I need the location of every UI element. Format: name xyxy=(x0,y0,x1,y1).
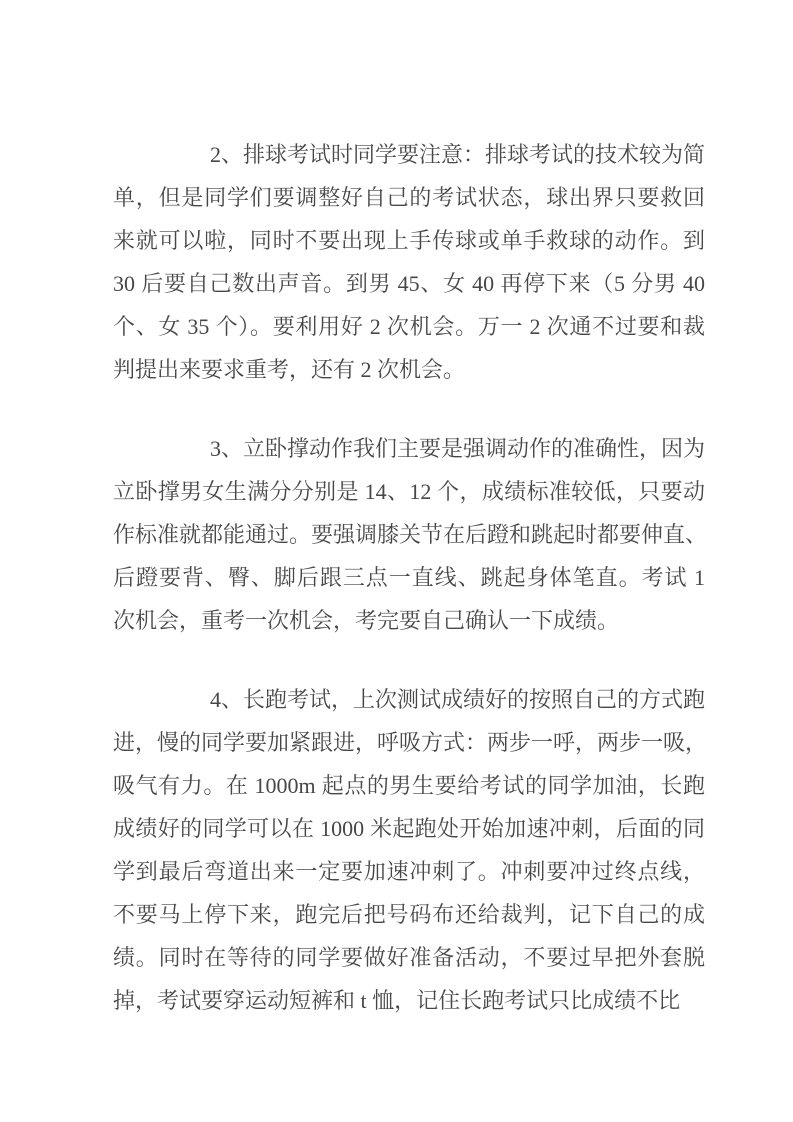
paragraph-2-volleyball xyxy=(113,133,705,391)
text-line: 3、立卧撑动作我们主要是强调动作的准确性，因为 xyxy=(210,436,706,461)
paragraph-3-burpee xyxy=(113,427,708,642)
text-line: 来就可以啦，同时不要出现上手传球或单手救球的动作。到 xyxy=(113,228,705,253)
document-body xyxy=(113,133,708,1058)
text-line: 个、女 35 个）。要利用好 2 次机会。万一 2 次通不过要和裁 xyxy=(113,314,705,339)
text-line: 进，慢的同学要加紧跟进，呼吸方式：两步一呼，两步一吸， xyxy=(113,730,708,755)
text-line: 单，但是同学们要调整好自己的考试状态，球出界只要救回 xyxy=(113,185,705,210)
paragraph-4-long-run xyxy=(113,678,708,1022)
text-line: 掉，考试要穿运动短裤和 t 恤，记住长跑考试只比成绩不比 xyxy=(113,988,681,1013)
text-line: 判提出来要求重考，还有 2 次机会。 xyxy=(113,357,466,382)
text-line: 后蹬要背、臀、脚后跟三点一直线、跳起身体笔直。考试 1 xyxy=(113,565,705,590)
text-line: 4、长跑考试，上次测试成绩好的按照自己的方式跑 xyxy=(210,687,706,712)
text-line: 30 后要自己数出声音。到男 45、女 40 再停下来（5 分男 40 xyxy=(113,271,705,296)
text-line: 作标准就都能通过。要强调膝关节在后蹬和跳起时都要伸直、 xyxy=(113,522,708,547)
text-line: 学到最后弯道出来一定要加速冲刺了。冲刺要冲过终点线， xyxy=(113,859,705,884)
text-line: 成绩好的同学可以在 1000 米起跑处开始加速冲刺，后面的同 xyxy=(113,816,705,841)
text-line: 立卧撑男女生满分分别是 14、12 个，成绩标准较低，只要动 xyxy=(113,479,705,504)
text-line: 2、排球考试时同学要注意：排球考试的技术较为简 xyxy=(210,142,706,167)
text-line: 不要马上停下来，跑完后把号码布还给裁判，记下自己的成 xyxy=(113,902,705,927)
text-line: 吸气有力。在 1000m 起点的男生要给考试的同学加油，长跑 xyxy=(113,773,705,798)
text-line: 绩。同时在等待的同学要做好准备活动，不要过早把外套脱 xyxy=(113,945,705,970)
text-line: 次机会，重考一次机会，考完要自己确认一下成绩。 xyxy=(113,608,620,633)
